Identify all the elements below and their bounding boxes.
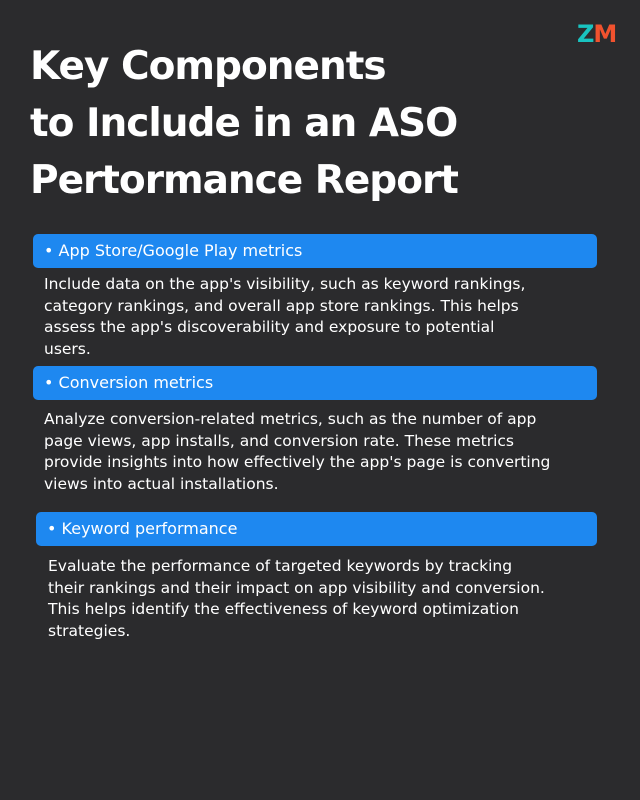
section-heading-keyword-performance: • Keyword performance <box>36 512 597 546</box>
title-line: to Include in an ASO <box>30 101 458 146</box>
description-line: Include data on the app's visibility, such as keyword rankings, <box>44 275 526 293</box>
section-description-keyword-performance <box>48 556 545 642</box>
description-line: their rankings and their impact on app visibility and conversion. <box>48 578 545 597</box>
zm-logo <box>577 20 616 48</box>
description-line: views into actual installations. <box>44 474 279 493</box>
section-description-conversion-metrics <box>44 409 550 495</box>
description-line: strategies. <box>48 621 131 640</box>
description-line: assess the app's discoverability and exposure to potential <box>44 318 495 336</box>
description-line: users. <box>44 339 91 358</box>
description-line: provide insights into how effectively the app's page is converting <box>44 453 551 471</box>
logo-letter-z: Z <box>577 20 594 48</box>
description-line: Evaluate the performance of targeted keywords by tracking <box>48 557 513 575</box>
logo-letter-m: M <box>593 20 617 48</box>
section-description-app-store-metrics <box>44 274 525 360</box>
description-line: Analyze conversion-related metrics, such as the number of app <box>44 410 537 428</box>
description-line: This helps identify the effectiveness of keyword optimization <box>48 600 519 618</box>
description-line: category rankings, and overall app store rankings. This helps <box>44 296 519 315</box>
section-heading-conversion-metrics: • Conversion metrics <box>33 366 597 400</box>
page-title <box>30 38 570 209</box>
description-line: page views, app installs, and conversion rate. These metrics <box>44 431 514 450</box>
section-heading-app-store-metrics: • App Store/Google Play metrics <box>33 234 597 268</box>
title-line: Pertormance Report <box>30 158 458 203</box>
title-line: Key Components <box>30 44 386 89</box>
